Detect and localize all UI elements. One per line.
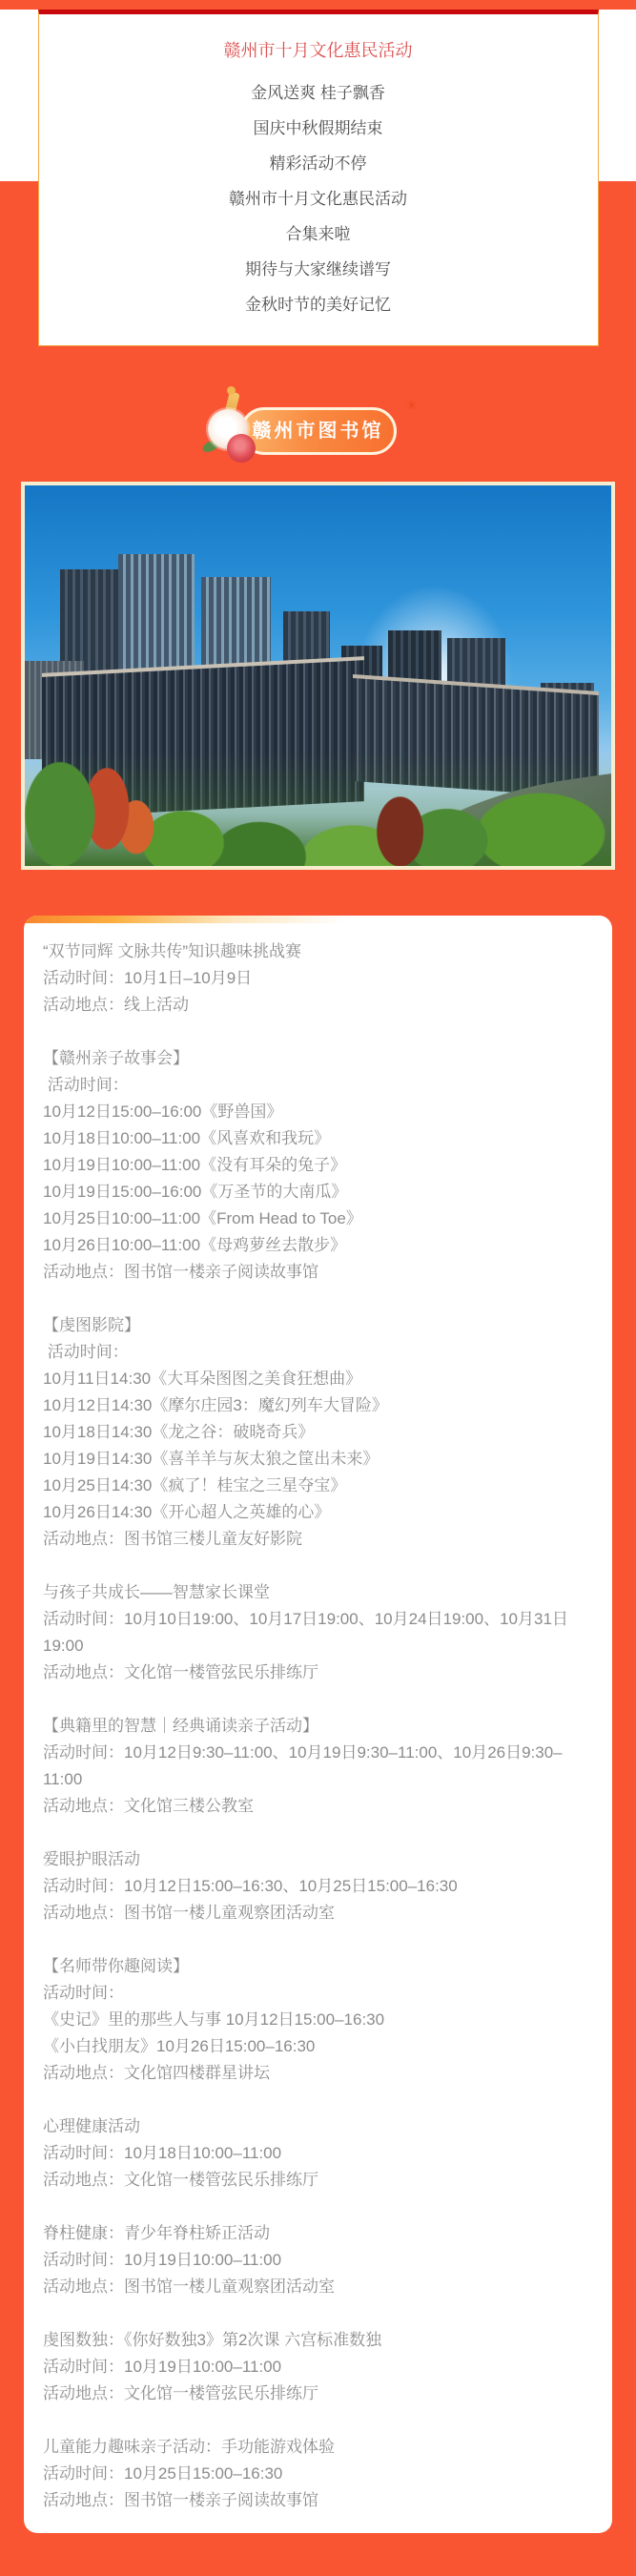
schedule-line: 活动地点：文化馆四楼群星讲坛 (43, 2064, 270, 2082)
intro-lines (49, 75, 588, 322)
intro-line: 精彩活动不停 (269, 155, 367, 173)
schedule-line: 《史记》里的那些人与事 10月12日15:00–16:30 (43, 2010, 385, 2029)
schedule-line: 【虔图影院】 (43, 1316, 140, 1334)
schedule-section (43, 1312, 593, 1553)
schedule-line: 活动地点：图书馆一楼亲子阅读故事馆 (43, 1263, 318, 1281)
intro-line: 金秋时节的美好记忆 (245, 296, 391, 314)
schedule-line: 【赣州亲子故事会】 (43, 1049, 189, 1067)
gold-monument-top-icon (227, 386, 236, 395)
schedule-line: 10月25日10:00–11:00《From Head to Toe》 (43, 1209, 362, 1227)
schedule-line: 虔图数独：《你好数独3》第2次课 六宫标准数独 (43, 2331, 382, 2349)
schedule-line: 活动时间：10月18日10:00–11:00 (43, 2144, 282, 2162)
schedule-card (24, 916, 612, 2533)
schedule-line: 10月12日14:30《摩尔庄园3：魔幻列车大冒险》 (43, 1396, 388, 1414)
schedule-line: 10月26日14:30《开心超人之英雄的心》 (43, 1503, 331, 1521)
schedule-section (43, 1579, 593, 1686)
schedule-line: 活动时间：10月25日15:00–16:30 (43, 2464, 283, 2483)
red-rose-icon (227, 434, 256, 463)
schedule-line: 儿童能力趣味亲子活动：手功能游戏体验 (43, 2438, 335, 2456)
schedule-line: 活动时间：10月19日10:00–11:00 (43, 2251, 282, 2269)
schedule-line: 活动地点：文化馆一楼管弦民乐排练厅 (43, 2384, 318, 2402)
schedule-line: 【名师带你趣阅读】 (43, 1957, 189, 1975)
intro-line: 国庆中秋假期结束 (253, 119, 383, 137)
schedule-line: 活动时间： (43, 1076, 129, 1094)
schedule-line: 活动地点：文化馆一楼管弦民乐排练厅 (43, 1663, 318, 1681)
schedule-line: 活动时间：10月19日10:00–11:00 (43, 2358, 282, 2376)
schedule-line: 10月25日14:30《疯了！桂宝之三星夺宝》 (43, 1476, 347, 1494)
schedule-section (43, 1846, 593, 1927)
schedule-section (43, 2220, 593, 2300)
schedule-line: 10月19日15:00–16:00《万圣节的大南瓜》 (43, 1183, 348, 1201)
schedule-line: 《小白找朋友》10月26日15:00–16:30 (43, 2037, 316, 2055)
schedule-section (43, 1045, 593, 1286)
schedule-line: 10月26日10:00–11:00《母鸡萝丝去散步》 (43, 1236, 347, 1254)
schedule-line: 活动地点：图书馆一楼儿童观察团活动室 (43, 2277, 335, 2296)
library-photo-frame (21, 482, 615, 870)
trees (25, 752, 611, 866)
schedule-line: 活动地点：线上活动 (43, 996, 189, 1014)
schedule-section (43, 938, 593, 1019)
library-badge-row (240, 398, 418, 457)
schedule-line: 10月12日15:00–16:00《野兽国》 (43, 1103, 283, 1121)
schedule-line: 19:00 (43, 1637, 84, 1655)
intro-line: 金风送爽 桂子飘香 (251, 84, 385, 102)
schedule-line: 活动地点：图书馆三楼儿童友好影院 (43, 1530, 302, 1548)
schedule-line: 10月11日14:30《大耳朵图图之美食狂想曲》 (43, 1370, 362, 1388)
schedule-section (43, 1953, 593, 2087)
schedule-section (43, 2434, 593, 2514)
intro-line: 期待与大家继续谱写 (245, 260, 391, 278)
schedule-line: 活动地点：文化馆一楼管弦民乐排练厅 (43, 2171, 318, 2189)
library-photo (25, 485, 611, 866)
schedule-section (43, 2113, 593, 2194)
intro-card (38, 10, 599, 346)
intro-line: 赣州市十月文化惠民活动 (229, 190, 407, 208)
schedule-line: 【典籍里的智慧｜经典诵读亲子活动】 (43, 1717, 318, 1735)
schedule-line: 10月19日10:00–11:00《没有耳朵的兔子》 (43, 1156, 347, 1174)
schedule-line: 活动时间：10月1日–10月9日 (43, 969, 253, 987)
schedule-line: 活动时间： (43, 1343, 129, 1361)
schedule-section (43, 1713, 593, 1820)
schedule-section (43, 2327, 593, 2407)
schedule-line: 活动时间： (43, 1984, 124, 2002)
schedule-line: 心理健康活动 (43, 2117, 140, 2135)
intro-line: 合集来啦 (285, 225, 351, 243)
page-title: 赣州市十月文化惠民活动 (223, 41, 413, 60)
schedule-line: 与孩子共成长——智慧家长课堂 (43, 1583, 270, 1601)
schedule-line: 脊柱健康：青少年脊柱矫正活动 (43, 2224, 270, 2242)
schedule-line: 活动地点：图书馆一楼儿童观察团活动室 (43, 1904, 335, 1922)
schedule-line: “双节同辉 文脉共传”知识趣味挑战赛 (43, 942, 302, 960)
schedule-line: 活动地点：文化馆三楼公教室 (43, 1797, 254, 1815)
schedule-line: 11:00 (43, 1770, 83, 1788)
schedule-line: 活动时间：10月10日19:00、10月17日19:00、10月24日19:00、10月31日 (43, 1610, 568, 1628)
schedule-line: 活动时间：10月12日15:00–16:30、10月25日15:00–16:30 (43, 1877, 458, 1895)
library-badge-button[interactable]: 赣州市图书馆 (240, 407, 397, 455)
schedule-line: 活动地点：图书馆一楼亲子阅读故事馆 (43, 2491, 318, 2509)
schedule-body (24, 923, 612, 2533)
gradient-top-bar (24, 916, 612, 923)
schedule-line: 10月19日14:30《喜羊羊与灰太狼之筐出未来》 (43, 1450, 380, 1468)
schedule-line: 爱眼护眼活动 (43, 1850, 140, 1868)
sparkle-icon: ✳ (405, 398, 418, 413)
schedule-line: 10月18日10:00–11:00《风喜欢和我玩》 (43, 1129, 331, 1147)
schedule-line: 10月18日14:30《龙之谷：破晓奇兵》 (43, 1423, 315, 1441)
schedule-line: 活动时间：10月12日9:30–11:00、10月19日9:30–11:00、10月26日9:30– (43, 1743, 563, 1762)
